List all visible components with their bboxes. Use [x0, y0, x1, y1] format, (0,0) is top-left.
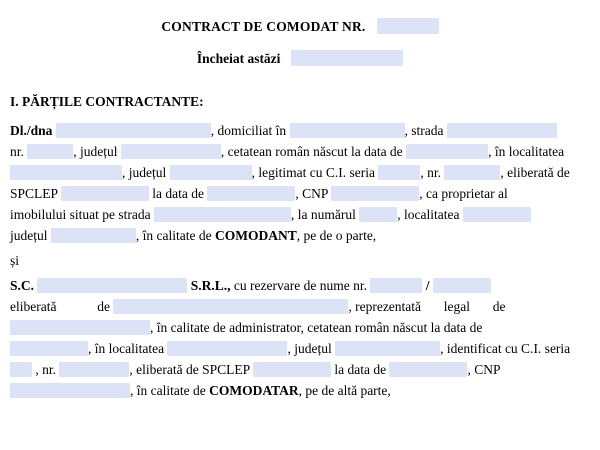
comodatar-line2-text-b: de: [97, 299, 110, 314]
comodatar-line4-text-a: , în localitatea: [88, 341, 165, 356]
comodatar-line-4: [10, 338, 590, 359]
comodant-ci-series-field[interactable]: [378, 165, 420, 180]
administrator-cnp-field[interactable]: [10, 383, 130, 398]
company-type-label: S.R.L.,: [190, 278, 231, 293]
document-subtitle: [10, 50, 590, 68]
property-street-field[interactable]: [154, 207, 291, 222]
comodatar-line-2: [10, 296, 590, 317]
comodatar-line5-text-d: , CNP: [467, 362, 501, 377]
document-title: [10, 18, 590, 36]
property-locality-field[interactable]: [463, 207, 531, 222]
administrator-ci-series-field[interactable]: [10, 362, 32, 377]
name-reservation-date-field[interactable]: [433, 278, 491, 293]
comodant-line4-text-b: la data de: [152, 186, 205, 201]
comodant-line2-text-c: , cetatean român născut la data de: [220, 144, 403, 159]
comodatar-line2-text-e: de: [492, 299, 506, 314]
comodant-line4-text-d: , ca proprietar al: [419, 186, 508, 201]
comodant-line3-text-c: , nr.: [420, 165, 441, 180]
comodant-spclep-field[interactable]: [61, 186, 149, 201]
comodant-line-1: [10, 120, 590, 141]
comodant-label: Dl./dna: [10, 123, 53, 138]
comodant-line4-text-c: , CNP: [295, 186, 328, 201]
comodant-city-field[interactable]: [290, 123, 405, 138]
comodant-line-6: [10, 225, 590, 246]
paragraph-comodatar: [10, 275, 590, 401]
comodant-line-4: [10, 183, 590, 204]
comodant-birth-county-field[interactable]: [170, 165, 252, 180]
comodant-line3-text-d: , eliberată de: [500, 165, 570, 180]
comodant-line3-text-a: , județul: [122, 165, 167, 180]
comodant-line2-text-a: nr.: [10, 144, 24, 159]
comodatar-line5-text-b: , eliberată de SPCLEP: [129, 362, 250, 377]
comodant-cnp-field[interactable]: [331, 186, 419, 201]
document-subtitle-text: Încheiat astăzi: [196, 51, 281, 66]
comodant-line-3: [10, 162, 590, 183]
comodant-line4-text-a: SPCLEP: [10, 186, 58, 201]
comodant-line5-text-c: , localitatea: [397, 207, 460, 222]
comodant-line2-text-d: , în localitatea: [488, 144, 565, 159]
comodant-line2-text-b: , județul: [73, 144, 118, 159]
comodatar-line2-text-c: , reprezentată: [348, 299, 422, 314]
comodant-line1-text-b: , domiciliat în: [210, 123, 287, 138]
administrator-name-field[interactable]: [10, 320, 150, 335]
company-label: S.C.: [10, 278, 35, 293]
comodant-line5-text-a: imobilului situat pe strada: [10, 207, 151, 222]
administrator-birthdate-field[interactable]: [10, 341, 88, 356]
comodatar-line4-text-c: , identificat cu C.I. seria: [440, 341, 571, 356]
paragraph-comodant: [10, 120, 590, 246]
comodant-line1-text-c: , strada: [404, 123, 444, 138]
comodant-role-label: COMODANT: [214, 228, 297, 243]
comodant-line5-text-b: , la numărul: [290, 207, 356, 222]
comodatar-line5-text-a: , nr.: [35, 362, 57, 377]
comodant-line6-text-a: județul: [10, 228, 48, 243]
reservation-issuer-field[interactable]: [113, 299, 348, 314]
conjunction-text: și: [10, 253, 20, 268]
comodant-line6-text-c: , pe de o parte,: [296, 228, 377, 243]
section-heading-parties: I. PĂRȚILE CONTRACTANTE:: [10, 94, 204, 109]
comodatar-line1-text-b: cu rezervare de nume nr.: [233, 278, 367, 293]
conjunction-line: [10, 250, 590, 271]
comodant-ci-number-field[interactable]: [444, 165, 500, 180]
document-title-text: CONTRACT DE COMODAT NR.: [161, 19, 366, 34]
comodatar-line3-text-a: , în calitate de administrator, cetatean român născut la data de: [150, 320, 483, 335]
comodatar-line-6: [10, 380, 590, 401]
contract-date-field[interactable]: [291, 50, 403, 66]
company-name-field[interactable]: [37, 278, 187, 293]
property-county-field[interactable]: [51, 228, 136, 243]
comodant-birthdate-field[interactable]: [406, 144, 488, 159]
comodatar-line2-text-d: legal: [443, 299, 471, 314]
comodatar-line4-text-b: , județul: [287, 341, 332, 356]
comodatar-line-1: [10, 275, 590, 296]
property-number-field[interactable]: [359, 207, 397, 222]
comodant-name-field[interactable]: [56, 123, 211, 138]
comodatar-line-3: [10, 317, 590, 338]
name-reservation-number-field[interactable]: [370, 278, 422, 293]
comodant-line-5: [10, 204, 590, 225]
comodant-street-field[interactable]: [447, 123, 557, 138]
comodant-line6-text-b: , în calitate de: [135, 228, 212, 243]
comodatar-line6-text-b: , pe de altă parte,: [298, 383, 391, 398]
comodant-birthplace-field[interactable]: [10, 165, 122, 180]
comodant-county-field[interactable]: [121, 144, 221, 159]
slash-separator: /: [425, 278, 430, 293]
administrator-county-field[interactable]: [335, 341, 440, 356]
administrator-ci-number-field[interactable]: [59, 362, 129, 377]
administrator-birthplace-field[interactable]: [167, 341, 287, 356]
comodatar-line2-text-a: eliberată: [10, 299, 57, 314]
comodatar-line6-text-a: , în calitate de: [130, 383, 206, 398]
administrator-ci-issue-date-field[interactable]: [389, 362, 467, 377]
comodant-street-number-field[interactable]: [27, 144, 73, 159]
comodant-line3-text-b: , legitimat cu C.I. seria: [251, 165, 375, 180]
comodant-ci-issue-date-field[interactable]: [207, 186, 295, 201]
contract-number-field[interactable]: [377, 18, 439, 34]
comodatar-line-5: [10, 359, 590, 380]
administrator-spclep-field[interactable]: [253, 362, 331, 377]
comodatar-line5-text-c: la data de: [334, 362, 387, 377]
comodatar-role-label: COMODATAR: [209, 383, 299, 398]
comodant-line-2: [10, 141, 590, 162]
